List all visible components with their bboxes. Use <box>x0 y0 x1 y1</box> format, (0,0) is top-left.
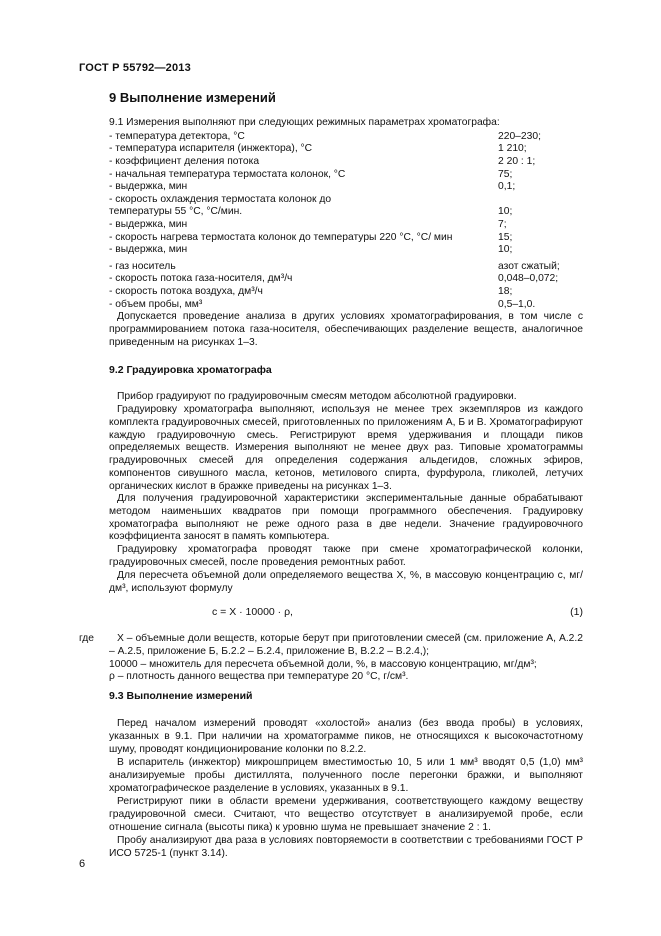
param-row <box>109 261 579 274</box>
paragraph: Регистрируют пики в области времени удерживания, соответствующего каждому веществу градуировочной смеси. Считают, что вещество отсутствует в анализируемой пробе, если отношение сигнала (высоты пика) к уровню шума не превышает значение 2 : 1. <box>109 796 583 833</box>
paragraph: Для пересчета объемной доли определяемого вещества X, %, в массовую концентрацию c, мг/дм³, используют формулу <box>109 570 583 594</box>
param-label: - скорость потока воздуха, дм³/ч <box>109 285 263 297</box>
param-label: - выдержка, мин <box>109 218 188 230</box>
param-row <box>109 286 579 299</box>
param-value: 0,1; <box>498 181 516 193</box>
formula-number: (1) <box>570 606 583 618</box>
param-row <box>109 169 579 182</box>
paragraph: Перед началом измерений проводят «холостой» анализ (без ввода пробы) в условиях, указанных в 9.1. При наличии на хроматограмме пиков, не относящихся к высокочастотному шуму, проводят кондиционирование колонки по 8.2.2. <box>109 718 583 755</box>
legend-item: X – объемные доли веществ, которые берут при приготовлении смесей (см. приложение А, А.2.2 – А.2.5, приложение Б, Б.2.2 – Б.2.4, приложение В, В.2.2 – В.2.4,); <box>109 633 583 657</box>
param-row <box>109 232 579 245</box>
param-value: 1 210; <box>498 143 527 155</box>
paragraph: Для получения градуировочной характеристики экспериментальные данные обрабатывают методом наименьших квадратов при помощи программного обеспечения. Градуировку хроматографа выполняют не реже одного раза в две недели. Значение градуировочного коэффициента заносят в память компьютера. <box>109 493 583 543</box>
param-row <box>109 194 579 207</box>
legend-item: 10000 – множитель для пересчета объемной доли, %, в массовую концентрацию, мг/дм³; <box>109 658 537 670</box>
param-label: - газ носитель <box>109 260 176 272</box>
param-label: - начальная температура термостата колонок, °С <box>109 168 346 180</box>
param-row <box>109 219 579 232</box>
param-row <box>109 143 579 156</box>
paragraph: Пробу анализируют два раза в условиях повторяемости в соответствии с требованиями ГОСТ Р ИСО 5725-1 (пункт 3.14). <box>109 835 583 859</box>
param-label: - температура испарителя (инжектора), °С <box>109 143 313 155</box>
param-value: 15; <box>498 231 513 243</box>
formula: c = X · 10000 · ρ, <box>212 606 293 618</box>
section-title: 9 Выполнение измерений <box>109 90 276 105</box>
param-row <box>109 244 579 257</box>
standard-header: ГОСТ Р 55792—2013 <box>79 62 191 74</box>
param-label: - скорость охлаждения термостата колонок до <box>109 193 332 205</box>
param-label: - коэффициент деления потока <box>109 155 260 167</box>
param-label: - выдержка, мин <box>109 181 188 193</box>
param-label: - объем пробы, мм³ <box>109 298 203 310</box>
param-row <box>109 299 579 312</box>
params-block <box>109 117 579 311</box>
subsection-title: 9.2 Градуировка хроматографа <box>109 364 272 376</box>
param-value: 10; <box>498 206 513 218</box>
param-row <box>109 131 579 144</box>
param-value: 7; <box>498 218 507 230</box>
param-value: 2 20 : 1; <box>498 155 536 167</box>
param-row <box>109 206 579 219</box>
paragraph: Градуировку хроматографа выполняют, используя не менее трех экземпляров из каждого комплекта градуировочных смесей, приготовленных по приложениям А, Б и В. Хроматографируют каждую градуировочную смесь. Регистрируют время удерживания и площади пиков определяемых веществ. Измерения выполняют не менее двух раз. Типовые хроматограммы градуировочных смесей для определения содержания альдегидов, сложных эфиров, компонентов сивушного масла, кетонов, метилового спирта, фурфурола, гликолей, летучих органических кислот в бражке приведены на рисунках 1–3. <box>109 404 583 492</box>
param-value: 10; <box>498 244 513 256</box>
formula-legend <box>79 633 583 684</box>
param-value: азот сжатый; <box>498 260 560 272</box>
page-number: 6 <box>79 858 86 870</box>
param-value: 75; <box>498 168 513 180</box>
param-value: 220–230; <box>498 130 541 142</box>
param-row <box>109 273 579 286</box>
legend-item: ρ – плотность данного вещества при температуре 20 °С, г/см³. <box>109 671 409 683</box>
paragraph: Градуировку хроматографа проводят также при смене хроматографической колонки, градуировочных смесей, после проведения ремонтных работ. <box>109 544 583 568</box>
params-intro: 9.1 Измерения выполняют при следующих режимных параметрах хроматографа: <box>109 117 500 128</box>
param-label: температуры 55 °С, °С/мин. <box>109 206 243 218</box>
param-row <box>109 156 579 169</box>
paragraph: Допускается проведение анализа в других условиях хроматографирования, в том числе с программированием потока газа-носителя, обеспечивающих разделение веществ, аналогичное приведенным на рисунках 1–3. <box>109 311 583 348</box>
param-label: - скорость нагрева термостата колонок до температуры 220 °С, °С/ мин <box>109 231 453 243</box>
param-value: 0,048–0,072; <box>498 273 559 285</box>
subsection-title: 9.3 Выполнение измерений <box>109 690 253 702</box>
param-row <box>109 181 579 194</box>
where-word: где <box>79 633 95 644</box>
param-value: 18; <box>498 285 513 297</box>
paragraph: В испаритель (инжектор) микрошприцем вместимостью 10, 5 или 1 мм³ вводят 0,5 (1,0) мм³ анализируемые пробы дистиллята, полученного после перегонки бражки, и выполняют хроматографическое разделение в условиях, указанных в 9.1. <box>109 757 583 794</box>
param-value: 0,5–1,0. <box>498 298 536 310</box>
paragraph: Прибор градуируют по градуировочным смесям методом абсолютной градуировки. <box>117 391 517 402</box>
param-label: - скорость потока газа-носителя, дм³/ч <box>109 273 293 285</box>
param-label: - температура детектора, °С <box>109 130 245 142</box>
param-label: - выдержка, мин <box>109 244 188 256</box>
